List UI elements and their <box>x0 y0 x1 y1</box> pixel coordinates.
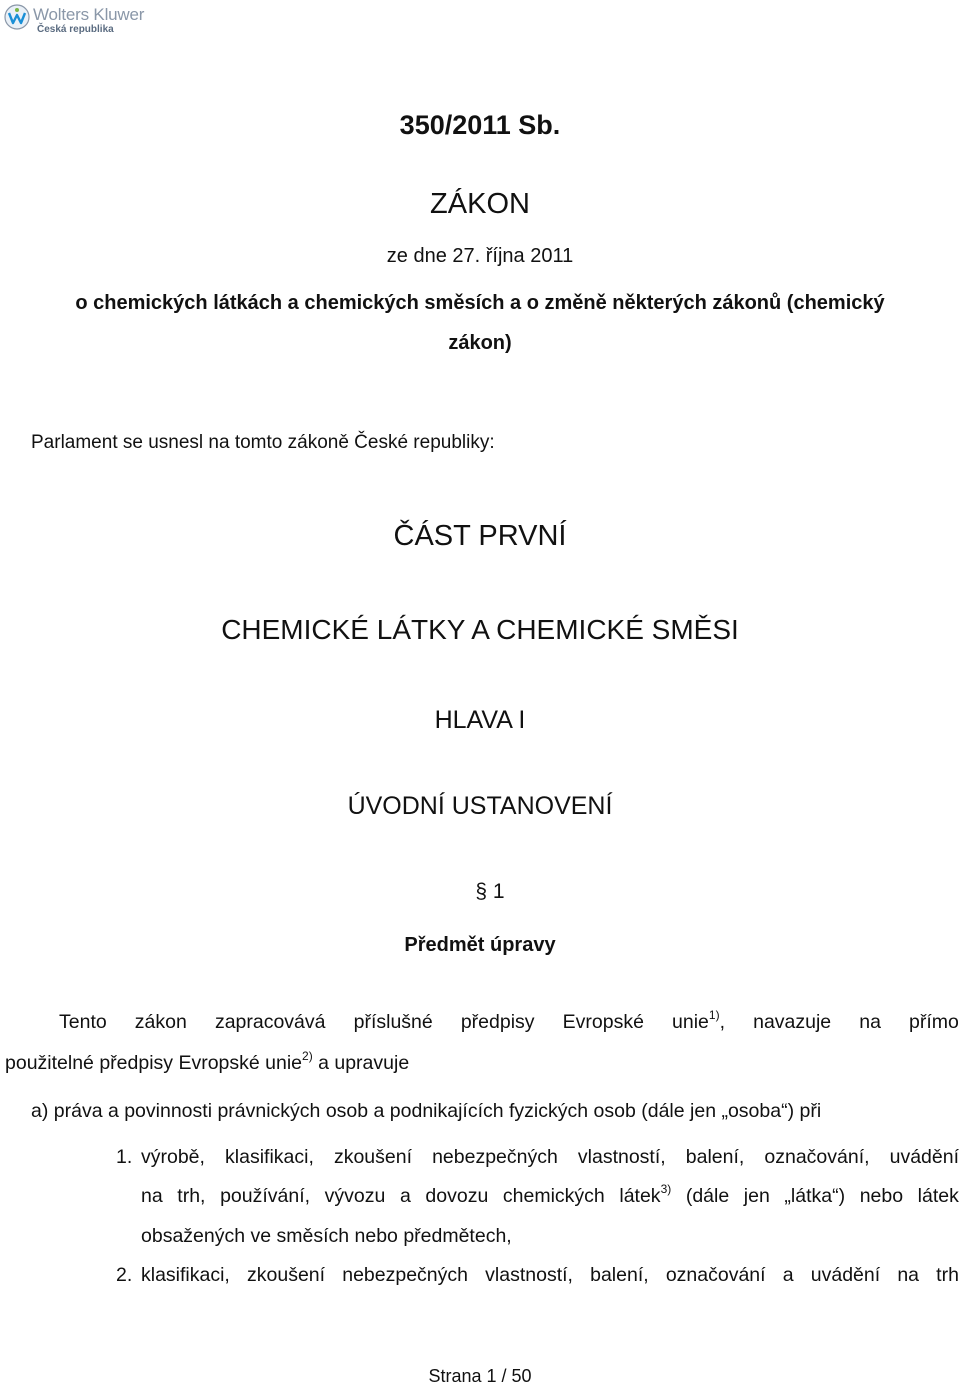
paragraph-text: použitelné předpisy Evropské unie <box>5 1052 303 1074</box>
word: (dále <box>685 1185 730 1207</box>
word: látek$^{3)}$ <box>619 1182 672 1207</box>
word: zapracovává <box>214 1011 326 1033</box>
word: označování, <box>764 1146 870 1168</box>
list-item-1-line-3: obsažených ve směsích nebo předmětech, <box>141 1225 512 1247</box>
list-item-1-line-2 <box>141 1182 959 1208</box>
section-number-value: 1 <box>492 880 505 903</box>
word: vlastností, <box>485 1264 573 1286</box>
word: Evropské <box>562 1011 644 1033</box>
footnote-ref-2[interactable]: 2) <box>302 1049 313 1063</box>
footnote-ref-3[interactable]: 3) <box>660 1182 672 1196</box>
paragraph-1-line-2 <box>5 1049 410 1075</box>
word: nebezpečných <box>432 1146 558 1168</box>
list-item-1-number: 1. <box>116 1146 133 1168</box>
word: zkoušení <box>247 1264 326 1286</box>
word: „látka“) <box>784 1185 846 1207</box>
logo-name: Wolters Kluwer <box>33 5 145 24</box>
word: látek <box>917 1185 959 1207</box>
word: uvádění <box>810 1264 881 1286</box>
word: trh <box>936 1264 959 1286</box>
word: zkoušení <box>333 1146 412 1168</box>
act-title-line-1: o chemických látkách a chemických směsích a o změně některých zákonů (chemický <box>75 292 885 314</box>
logo-subtitle: Česká republika <box>37 24 114 35</box>
act-number: 350/2011 Sb. <box>399 110 561 140</box>
part-title: CHEMICKÉ LÁTKY A CHEMICKÉ SMĚSI <box>221 614 739 645</box>
page-number: Strana 1 / 50 <box>428 1366 532 1386</box>
word: unie$^{1)}$, <box>672 1008 725 1033</box>
paragraph-text: a upravuje <box>312 1052 410 1074</box>
wolters-kluwer-logo-icon <box>4 4 30 30</box>
act-type: ZÁKON <box>430 188 530 220</box>
word: vlastností, <box>577 1146 666 1168</box>
word: uvádění <box>889 1146 959 1168</box>
word: navazuje <box>753 1011 832 1033</box>
word: příslušné <box>353 1011 433 1033</box>
word: klasifikaci, <box>225 1146 314 1168</box>
word: jen <box>743 1185 770 1207</box>
section-number <box>10 880 960 904</box>
word: zákon <box>134 1011 187 1033</box>
paragraph-1-line-1 <box>59 1008 959 1034</box>
list-item-1-line-1 <box>141 1146 959 1169</box>
word: označování <box>665 1264 766 1286</box>
chapter-title: ÚVODNÍ USTANOVENÍ <box>347 792 613 820</box>
word: výrobě, <box>141 1146 205 1168</box>
word: a <box>782 1264 794 1286</box>
word: vývozu <box>324 1185 386 1207</box>
word: nebezpečných <box>342 1264 468 1286</box>
word: předpisy <box>460 1011 535 1033</box>
word: balení, <box>590 1264 649 1286</box>
publisher-logo <box>4 2 144 38</box>
word: chemických <box>502 1185 605 1207</box>
act-date: ze dne 27. října 2011 <box>386 245 574 267</box>
word: Tento <box>59 1011 107 1033</box>
chapter-heading: HLAVA I <box>434 706 526 734</box>
word: na <box>897 1264 920 1286</box>
word: na <box>141 1185 163 1207</box>
footnote-ref-1[interactable]: 1) <box>708 1008 720 1022</box>
word: dovozu <box>425 1185 489 1207</box>
word: a <box>399 1185 411 1207</box>
list-item-a: a) práva a povinnosti právnických osob a podnikajících fyzických osob (dále jen „osoba“) při <box>31 1100 822 1122</box>
word: nebo <box>859 1185 904 1207</box>
section-title: Předmět úpravy <box>404 934 556 956</box>
word: na <box>859 1011 881 1033</box>
list-item-2-line-1 <box>141 1264 959 1287</box>
word: přímo <box>909 1011 959 1033</box>
part-heading: ČÁST PRVNÍ <box>393 520 567 552</box>
word: používání, <box>220 1185 311 1207</box>
act-title-line-2: zákon) <box>448 332 512 354</box>
preamble: Parlament se usnesl na tomto zákoně České republiky: <box>31 432 495 453</box>
word: klasifikaci, <box>141 1264 230 1286</box>
list-item-2-number: 2. <box>116 1264 133 1286</box>
word: trh, <box>177 1185 206 1207</box>
section-sign: § <box>475 880 488 903</box>
word: balení, <box>685 1146 745 1168</box>
